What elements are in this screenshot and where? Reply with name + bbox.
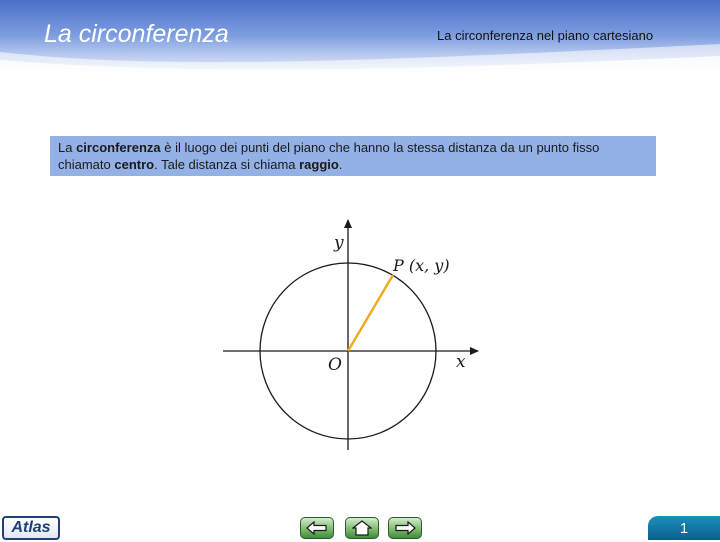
definition-text-3: . Tale distanza si chiama xyxy=(154,157,300,172)
y-axis-label: y xyxy=(334,233,344,253)
home-icon xyxy=(352,520,372,536)
circle-diagram xyxy=(215,210,495,460)
nav-forward-button[interactable] xyxy=(388,517,422,539)
header-bar xyxy=(0,0,720,78)
nav-back-button[interactable] xyxy=(300,517,334,539)
x-axis-label: x xyxy=(456,352,466,372)
radius-segment xyxy=(348,275,393,351)
definition-text-1: La xyxy=(58,140,77,155)
arrow-right-icon xyxy=(394,521,416,535)
arrow-left-icon xyxy=(306,521,328,535)
definition-term-centro: centro xyxy=(114,157,155,172)
origin-label: O xyxy=(328,355,342,375)
nav-home-button[interactable] xyxy=(345,517,379,539)
page-subtitle: La circonferenza nel piano cartesiano xyxy=(437,28,654,43)
definition-term-circonferenza: circonferenza xyxy=(76,140,161,155)
atlas-logo: Atlas xyxy=(2,516,60,540)
definition-text-2: è il luogo dei punti del piano che hanno la stessa distanza da un punto fisso chiamato xyxy=(58,140,600,172)
point-label: P (x, y) xyxy=(393,256,450,275)
page-title: La circonferenza xyxy=(44,20,229,48)
definition-text-4: . xyxy=(338,157,343,172)
definition-box xyxy=(50,136,656,176)
definition-term-raggio: raggio xyxy=(299,157,339,172)
page-number: 1 xyxy=(648,516,720,540)
